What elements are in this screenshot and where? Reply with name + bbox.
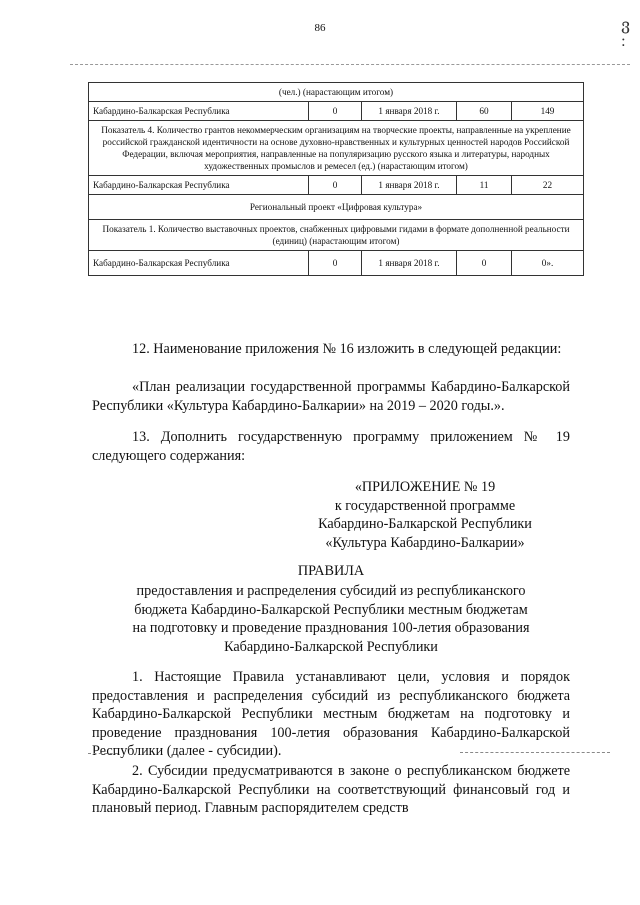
indicator-cell: Показатель 4. Количество грантов некоммерческим организациям на творческие проекты, направленные на укрепление российской гражданской идентичности на основе духовно-нравственных и культурных ценностей народов Российской Федерации, включая мероприятия, направленные на популяризацию русского языка и литературы, народных художественных промыслов и ремесел (ед.) (нарастающим итогом) — [89, 121, 584, 176]
appendix-line: «ПРИЛОЖЕНИЕ № 19 — [354, 479, 496, 495]
base-value-cell: 0 — [309, 176, 362, 195]
rule-2: 2. Субсидии предусматриваются в законе о республиканском бюджете Кабардино-Балкарской Республики на соответствующий финансовый год и плановый период. Главным распорядителем средств — [92, 763, 570, 817]
value-2020-cell: 22 — [512, 176, 584, 195]
indicator-cell: Показатель 1. Количество выставочных проектов, снабженных цифровыми гидами в формате дополненной реальности (единиц) (нарастающим итогом) — [89, 220, 584, 251]
table-row — [89, 102, 584, 121]
base-value-cell: 0 — [309, 251, 362, 276]
rules-subtitle-line: бюджета Кабардино-Балкарской Республики местным бюджетам — [134, 601, 528, 618]
scan-artifact — [460, 752, 610, 753]
rules-subtitle-line: на подготовку и проведение празднования 100-летия образования — [132, 620, 530, 637]
paragraph-13: 13. Дополнить государственную программу приложением № 19 следующего содержания: — [92, 429, 570, 464]
page-number: 86 — [314, 22, 326, 34]
appendix-line: «Культура Кабардино-Балкарии» — [325, 534, 525, 551]
value-2019-cell: 60 — [457, 102, 512, 121]
paragraph-12-a: 12. Наименование приложения № 16 изложить в следующей редакции: — [132, 341, 562, 357]
rule-1: 1. Настоящие Правила устанавливают цели, условия и порядок предоставления и распределения субсидий из республиканского бюджета Кабардино-Балкарской Республики местным бюджетам на подготовку и проведение празднования 100-летия образования Кабардино-Балкарской Республики (далее - субсидии). — [92, 669, 570, 760]
table-row — [89, 220, 584, 251]
paragraph-12-b: «План реализации государственной программы Кабардино-Балкарской Республики «Культура Кабардино-Балкарии» на 2019 – 2020 годы.». — [92, 379, 570, 414]
appendix-header — [300, 478, 550, 552]
project-cell: Региональный проект «Цифровая культура» — [89, 195, 584, 220]
table-header-row — [89, 83, 584, 102]
table-row — [89, 251, 584, 276]
base-value-cell: 0 — [309, 102, 362, 121]
date-cell: 1 января 2018 г. — [362, 251, 457, 276]
region-cell: Кабардино-Балкарская Республика — [89, 176, 309, 195]
scan-artifact — [88, 753, 118, 754]
rules-title: ПРАВИЛА — [297, 563, 365, 579]
value-2020-cell: 149 — [512, 102, 584, 121]
appendix-line: к государственной программе — [334, 497, 516, 514]
date-cell: 1 января 2018 г. — [362, 102, 457, 121]
table-row — [89, 195, 584, 220]
corner-mark: ვ : — [621, 17, 630, 50]
value-2020-cell: 0». — [512, 251, 584, 276]
table-row — [89, 121, 584, 176]
top-separator — [70, 64, 630, 65]
rules-subtitle — [92, 582, 570, 656]
region-cell: Кабардино-Балкарская Республика — [89, 251, 309, 276]
appendix-line: Кабардино-Балкарской Республики — [318, 516, 532, 533]
date-cell: 1 января 2018 г. — [362, 176, 457, 195]
rules-subtitle-line: Кабардино-Балкарской Республики — [224, 638, 438, 655]
region-cell: Кабардино-Балкарская Республика — [89, 102, 309, 121]
table-header-cell: (чел.) (нарастающим итогом) — [89, 83, 584, 102]
rules-subtitle-line: предоставления и распределения субсидий из республиканского — [136, 583, 526, 599]
table-row — [89, 176, 584, 195]
indicators-table — [88, 82, 584, 276]
value-2019-cell: 0 — [457, 251, 512, 276]
value-2019-cell: 11 — [457, 176, 512, 195]
